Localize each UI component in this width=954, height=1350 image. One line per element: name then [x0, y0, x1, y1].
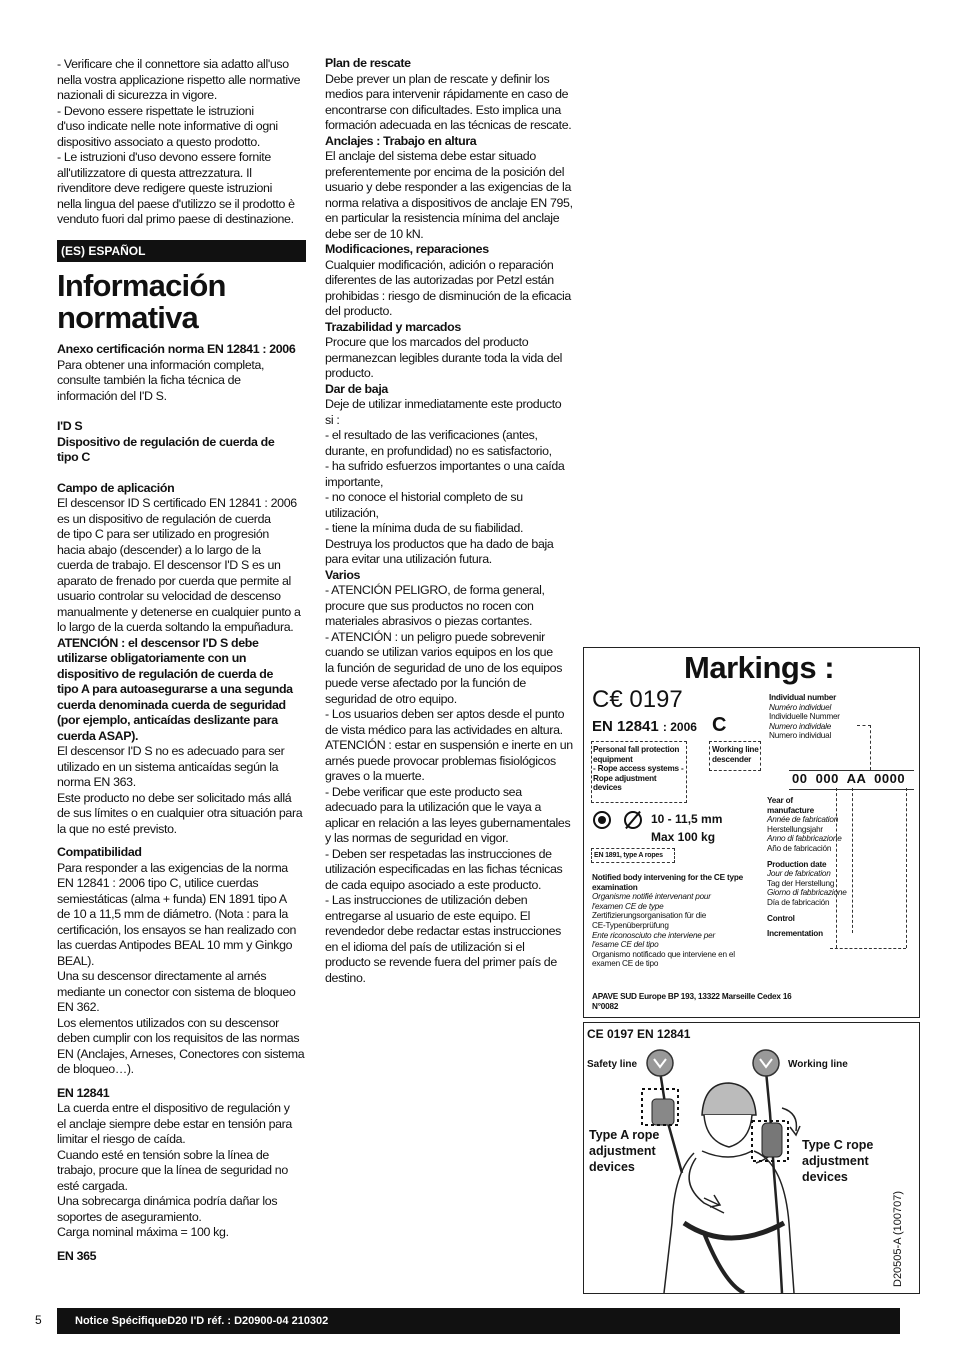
notified-de: Zertifizierungsorganisation für die CE-Typenüberprüfung — [592, 911, 707, 930]
compat-text: Para responder a las exigencias de la norma EN 12841 : 2006 tipo C, utilice cuerdas semiestáticas (alma + funda) EN 1891 tipo A de 10 a 11,5 mm de diámetro. (Nota : para la certificación, los ensayos se han realizado con las cuerdas Antipodes BEAL 10 mm y Ginkgo BEAL). Una su descensor directamente al arnés mediante un conector con sistema de bloqueo EN 362. Los elementos utilizados con su descensor deben cumplir con los requisitos de las normas EN (Anclajes, Arneses, Conectores con sistema de bloqueo…). — [57, 860, 305, 1076]
individual-number-it: Numero individale — [769, 721, 832, 731]
en-norm — [592, 718, 697, 735]
product-name: I'D S Dispositivo de regulación de cuerda de tipo C — [57, 419, 275, 464]
notified-body-block — [592, 873, 762, 969]
campo-text: El descensor ID S certificado EN 12841 : 2006 es un dispositivo de regulación de cuerda de tipo C para ser utilizado en progresión hacia abajo (descender) a lo largo de la cuerda de trabajo. El descensor I'D S es un aparato de frenado por cuerda que permite al usuario controlar su velocidad de descenso manualmente y detenerse en cualquier punto a lo largo de la cuerda soltando la empuñadura. — [57, 496, 301, 634]
year-fr: Année de fabrication — [767, 815, 839, 825]
illustration-header: CE 0197 EN 12841 — [587, 1027, 691, 1041]
section-bar-espanol: (ES) ESPAÑOL — [57, 240, 306, 262]
incrementation-label: Incrementation — [767, 929, 823, 939]
page-title: Información normativa — [57, 268, 226, 335]
column-2 — [325, 56, 577, 986]
rope-range: 10 - 11,5 mm — [651, 812, 723, 826]
notified-fr: Organisme notifié intervenant pour l'examen CE de type — [592, 892, 711, 911]
notified-it: Ente riconosciuto che interviene per l'esame CE del tipo — [592, 930, 715, 950]
working-line-descender-label: Working line descender — [712, 745, 759, 764]
annex-text: Para obtener una información completa, consulte también la ficha técnica de información del I'D S. — [57, 357, 265, 403]
rescate-text: Debe prever un plan de rescate y definir los medios para intervenir rápidamente en caso de encontrarse con dificultades. Esto implica una formación adecuada en las técnicas de rescate. — [325, 71, 572, 132]
rope-target-icon — [593, 811, 611, 829]
prod-title: Production date — [767, 859, 827, 869]
type-c-mark: C — [712, 714, 727, 736]
leader-line — [857, 725, 871, 726]
reference-code: D20505-A (100707) — [892, 1190, 904, 1287]
diameter-icon — [624, 811, 642, 829]
footer-bar: Notice SpécifiqueD20 I'D réf. : D20900-04 210302 — [57, 1308, 900, 1334]
en12841-heading: EN 12841 — [57, 1085, 110, 1100]
traz-text: Procure que los marcados del producto permanezcan legibles durante toda la vida del producto. — [325, 335, 563, 380]
baja-heading: Dar de baja — [325, 381, 388, 396]
campo-warning: ATENCIÓN : el descensor I'D S debe utilizarse obligatoriamente con un dispositivo de regulación de cuerda de tipo A para autoasegurarse a una segunda cuerda denominada cuerda de seguridad (por ejemplo, anticaídas deslizante para cuerda ASAP). — [57, 635, 293, 743]
safety-line-label: Safety line — [587, 1059, 638, 1070]
individual-number-de: Individuelle Nummer — [769, 712, 840, 722]
notified-es: Organismo notificado que interviene en el examen CE de tipo — [592, 949, 735, 969]
en12841-text: La cuerda entre el dispositivo de regulación y el anclaje siempre debe estar en tensión para limitar el riesgo de caída. Cuando esté en tensión sobre la línea de trabajo, procure que la línea de seguridad no esté cargada. Una sobrecarga dinámica podría dañar los soportes de aseguramiento. Carga nominal máxima = 100 kg. — [57, 1101, 292, 1239]
markings-box — [583, 647, 920, 1018]
leader-line — [830, 948, 906, 949]
pfpe-label: Personal fall protection equipment - Rope access systems - Rope adjustment devices — [593, 745, 684, 793]
prod-it: Giorno di fabbricazione — [767, 888, 847, 898]
year-de: Herstellungsjahr — [767, 824, 823, 834]
markings-title: Markings : — [684, 650, 835, 685]
year-es: Año de fabricación — [767, 843, 832, 853]
rescate-heading: Plan de rescate — [325, 56, 411, 70]
en-norm-number: EN 12841 — [592, 718, 659, 735]
annex-heading: Anexo certificación norma EN 12841 : 2006 — [57, 342, 296, 356]
campo-heading: Campo de aplicación — [57, 480, 175, 495]
individual-number-block — [769, 693, 879, 741]
individual-number-fr: Numéro individuel — [769, 702, 832, 712]
compat-heading: Compatibilidad — [57, 845, 142, 859]
italian-paragraph: - Verificare che il connettore sia adatto all'uso nella vostra applicazione rispetto alle normative nazionali di sicurezza in vigore. - Devono essere rispettate le istruzioni d'uso indicate nelle note informative di ogni dispositivo associato a questo prodotto. - Le istruzioni d'uso devono essere fornite all'utilizzatore di questa attrezzatura. Il rivenditore deve redigere queste istruzioni nella lingua del paese d'utilizzo se il prodotto è venduto fuori dal primo paese di destinazione. — [57, 57, 301, 226]
modif-text: Cualquier modificación, adición o reparación diferentes de las autorizadas por Petzl están prohibidas : riesgo de disminución de la eficacia del producto. — [325, 257, 571, 318]
leader-line — [870, 725, 871, 770]
en-norm-year: : 2006 — [662, 720, 697, 734]
individual-number-es: Numero individual — [769, 731, 832, 741]
serial-number: 00 000 AA 0000 — [792, 771, 906, 786]
modif-heading: Modificaciones, reparaciones — [325, 242, 489, 256]
traz-heading: Trazabilidad y marcados — [325, 319, 461, 334]
en1891-label: EN 1891, type A ropes — [594, 852, 663, 859]
leader-line — [906, 788, 907, 948]
page-number: 5 — [35, 1313, 42, 1327]
leader-line — [836, 788, 837, 948]
leader-line — [852, 788, 853, 933]
varios-text: - ATENCIÓN PELIGRO, de forma general, procure que sus productos no rocen con materiales abrasivos o piezas cortantes. - ATENCIÓN : un peligro puede sobrevenir cuando se utilizan varios equipos en los que la función de seguridad de uno de los equipos puede verse afectado por la función de seguridad de otro equipo. - Los usuarios deben ser aptos desde el punto de vista médico para las actividades en altura. ATENCIÓN : estar en suspensión e inerte en un arnés puede provocar problemas fisiológicos graves o la muerte. - Debe verificar que este producto sea adecuado para la utilización que le vaya a aplicar en relación a las leyes gubernamentales y las normas de seguridad en vigor. - Deben ser respetadas las instrucciones de utilización especificadas en las fichas técnicas de cada equipo asociado a este producto. - Las instrucciones de utilización deben entregarse al usuario de este equipo. El revendedor debe redactar estas instrucciones en el idioma del país de utilización si el producto se revende fuera del primer país de destino. — [325, 583, 573, 985]
baja-text: Deje de utilizar inmediatamente este producto si : - el resultado de las verificaciones (antes, durante, en profundidad) no es satisfactorio, - ha sufrido esfuerzos importantes o una caída importante, - no conoce el historial completo de su utilización, - tiene la mínima duda de su fiabilidad. Destruya los productos que ha dado de baja para evitar una utilización futura. — [325, 397, 565, 566]
notified-title: Notified body intervening for the CE type examination — [592, 873, 744, 892]
control-label: Control — [767, 913, 795, 923]
type-a-label: Type A rope adjustment devices — [589, 1128, 660, 1174]
anclajes-heading: Anclajes : Trabajo en altura — [325, 133, 477, 148]
illustration-box — [583, 1022, 920, 1294]
varios-heading: Varios — [325, 567, 361, 582]
prod-es: Día de fabricación — [767, 897, 830, 907]
prod-fr: Jour de fabrication — [767, 869, 831, 879]
italian-text-block — [57, 57, 309, 228]
year-it: Anno di fabbricazione — [767, 834, 842, 844]
ce-mark: C€ 0197 — [592, 686, 683, 713]
individual-number-title: Individual number — [769, 693, 837, 702]
anclajes-text: El anclaje del sistema debe estar situado preferentemente por encima de la posición del usuario y debe responder a las exigencias de la norma relativa a dispositivos de anclaje EN 795, en particular la resistencia mínima del anclaje debe ser de 10 kN. — [325, 149, 573, 241]
year-title: Year of manufacture — [767, 796, 814, 815]
max-load: Max 100 kg — [651, 830, 716, 844]
type-c-label: Type C rope adjustment devices — [802, 1138, 874, 1184]
apave-address: APAVE SUD Europe BP 193, 13322 Marseille Cedex 16 N°0082 — [592, 992, 792, 1011]
en365-heading: EN 365 — [57, 1248, 97, 1263]
prod-de: Tag der Herstellung — [767, 878, 835, 888]
column-1 — [57, 342, 309, 1264]
working-line-label: Working line — [788, 1059, 848, 1070]
year-block — [767, 796, 877, 939]
campo-text-2: El descensor I'D S no es adecuado para ser utilizado en un sistema anticaídas según la norma EN 363. Este producto no debe ser solicitado más allá de sus límites o en cualquier otra situación para la que no esté previsto. — [57, 744, 303, 836]
